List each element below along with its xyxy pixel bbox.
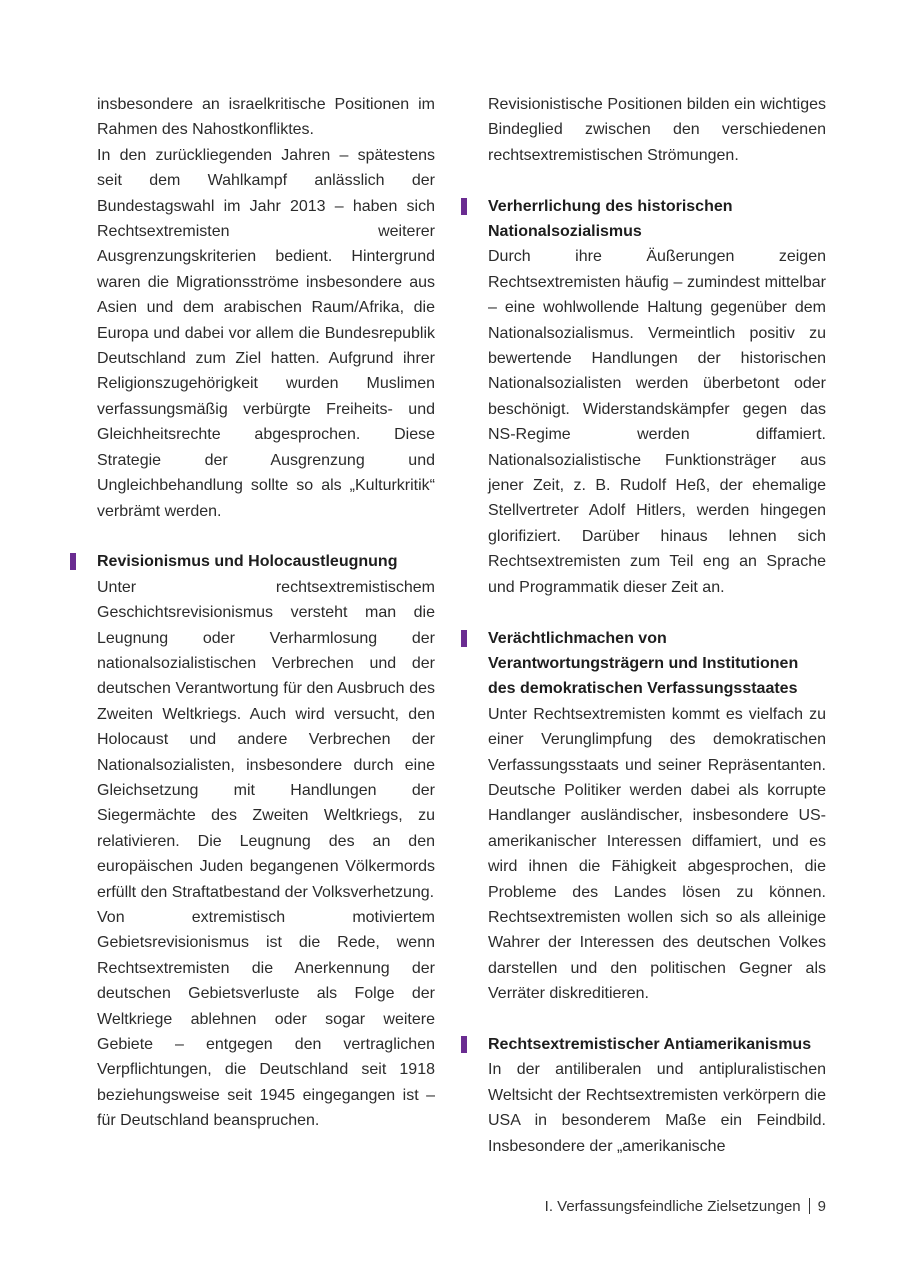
footer-divider (809, 1198, 810, 1214)
page-number: 9 (817, 1198, 826, 1215)
page-footer (470, 1198, 826, 1215)
section-marker (461, 198, 467, 215)
section-verantwortungstraeger (488, 626, 826, 1007)
section-paragraph: Unter rechtsextremistischem Geschichtsrevisionismus versteht man die Leugnung oder Verharmlosung der nationalsozialistischen Verbrechen und der deutschen Verantwortung für den Ausbruch des Zweiten Weltkriegs. Auch wird versucht, den Holocaust und andere Verbrechen der Nationalsozialisten, insbesondere durch eine Gleichsetzung mit Handlungen der Siegermächte des Zweiten Weltkriegs, zu relativieren. Die Leugnung des an den europäischen Juden begangenen Völkermords erfüllt den Straftatbestand der Volksverhetzung. (97, 578, 435, 901)
section-marker (461, 1036, 467, 1053)
section-heading: Verherrlichung des historischen Nationalsozialismus (488, 197, 733, 241)
intro-paragraph: Revisionistische Positionen bilden ein wichtiges Bindeglied zwischen den verschiedenen rechtsextremistischen Strömungen. (488, 96, 826, 164)
section-paragraph: Von extremistisch motiviertem Gebietsrevisionismus ist die Rede, wenn Rechtsextremisten die Anerkennung der deutschen Gebietsverluste als Folge der Weltkriege ablehnen oder sogar weitere Gebiete – entgegen den vertraglichen Verpflichtungen, die Deutschland seit 1918 beziehungsweise seit 1945 eingegangen ist – für Deutschland beanspruchen. (97, 908, 435, 1130)
right-column (488, 92, 826, 1159)
section-heading: Rechtsextremistischer Antiamerikanismus (488, 1035, 812, 1053)
section-heading: Revisionismus und Holocaustleugnung (97, 553, 398, 571)
chapter-title: I. Verfassungsfeindliche Zielsetzungen (544, 1198, 801, 1215)
section-paragraph: Durch ihre Äußerungen zeigen Rechtsextremisten häufig – zumindest mittelbar – eine wohlwollende Haltung gegenüber dem Nationalsozialismus. Vermeintlich positiv zu bewertende Handlungen der historischen Nationalsozialisten werden überbetont oder beschönigt. Widerstandskämpfer gegen das NS-Regime werden diffamiert. Nationalsozialistische Funktionsträger aus jener Zeit, z. B. Rudolf Heß, der ehemalige Stellvertreter Adolf Hitlers, werden hingegen glorifiziert. Darüber hinaus lehnen sich Rechtsextremisten zum Teil eng an Sprache und Programmatik dieser Zeit an. (488, 248, 826, 596)
section-marker (70, 553, 76, 570)
section-paragraph: In der antiliberalen und antipluralistischen Weltsicht der Rechtsextremisten verkörpern die USA in besonderem Maße ein Feindbild. Insbesondere der „amerikanische (488, 1061, 826, 1155)
section-antiamerikanismus (488, 1032, 826, 1159)
section-revisionismus (97, 549, 435, 1133)
section-heading: Verächtlichmachen von Verantwortungsträgern und Institutionen des demokratischen Verfassungsstaates (488, 629, 799, 698)
intro-paragraph-1: insbesondere an israelkritische Positionen im Rahmen des Nahostkonfliktes. (97, 96, 435, 139)
section-marker (461, 630, 467, 647)
left-column (97, 92, 435, 1134)
section-nationalsozialismus (488, 194, 826, 601)
section-paragraph: Unter Rechtsextremisten kommt es vielfach zu einer Verunglimpfung des demokratischen Verfassungsstaats und seiner Repräsentanten. Deutsche Politiker werden dabei als korrupte Handlanger ausländischer, insbesondere US-amerikanischer Interessen diffamiert, und es wird ihnen die Fähigkeit abgesprochen, die Probleme des Landes lösen zu können. Rechtsextremisten wollen sich so als alleinige Wahrer der Interessen des deutschen Volkes darstellen und den politischen Gegner als Verräter diskreditieren. (488, 705, 826, 1003)
intro-paragraph-2: In den zurückliegenden Jahren – spätestens seit dem Wahlkampf anlässlich der Bundestagswahl im Jahr 2013 – haben sich Rechtsextremisten weiterer Ausgrenzungskriterien bedient. Hintergrund waren die Migrationsströme insbesondere aus Asien und dem arabischen Raum/Afrika, die Europa und dabei vor allem die Bundesrepublik Deutschland zum Ziel hatten. Aufgrund ihrer Religionszugehörigkeit wurden Muslimen verfassungsmäßig verbürgte Freiheits- und Gleichheitsrechte abgesprochen. Diese Strategie der Ausgrenzung und Ungleichbehandlung sollte so als „Kulturkritik“ verbrämt werden. (97, 146, 435, 520)
